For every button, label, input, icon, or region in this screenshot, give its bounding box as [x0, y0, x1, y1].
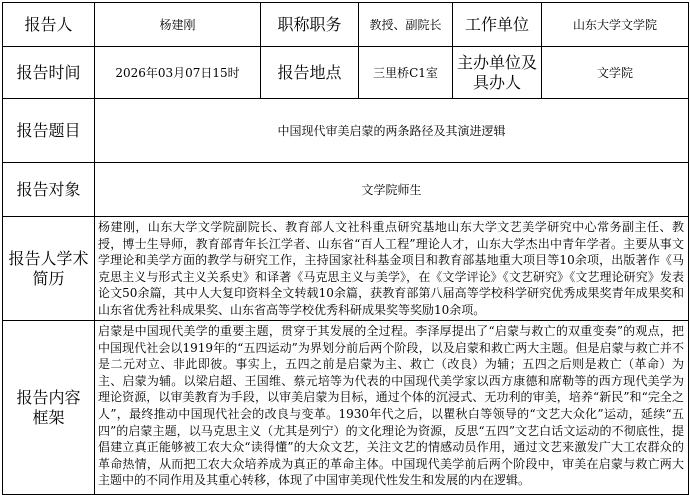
topic-value: 中国现代审美启蒙的两条路径及其演进逻辑	[95, 99, 689, 163]
position-label: 职称职务	[261, 3, 359, 47]
row-audience	[3, 163, 689, 217]
audience-label: 报告对象	[3, 163, 95, 217]
framework-label	[3, 321, 95, 495]
reporter-value: 杨建刚	[95, 3, 261, 47]
framework-label-line1: 报告内容	[16, 387, 81, 407]
bio-label-line2: 简历	[32, 268, 65, 288]
bio-label	[3, 217, 95, 321]
bio-text: 杨建刚，山东大学文学院副院长、教育部人文社科重点研究基地山东大学文艺美学研究中心常务副主任、教授，博士生导师，教育部青年长江学者、山东省“百人工程”理论人才，山东大学杰出中青年学者。主要从事文学理论和美学方面的教学与研究工作，主持国家社科基金项目和教育部基地重大项目等10余项，出版著作《马克思主义与形式主义关系史》和译著《马克思主义与美学》，在《文学评论》《文艺研究》《文艺理论研究》发表论文50余篇，其中人大复印资料全文转载10余篇，获教育部第八届高等学校科学研究优秀成果奖青年成果奖和山东省优秀社科成果奖、山东省高等学校优秀科研成果奖等奖励10余项。	[95, 217, 689, 321]
topic-label: 报告题目	[3, 99, 95, 163]
report-place-label: 报告地点	[261, 47, 359, 99]
row-topic	[3, 99, 689, 163]
row-framework	[3, 321, 689, 495]
row-reporter	[3, 3, 689, 47]
report-info-table	[2, 2, 689, 495]
position-value: 教授、副院长	[359, 3, 453, 47]
organizer-label-line2: 具办人	[472, 72, 521, 92]
framework-label-line2: 框架	[32, 407, 65, 427]
report-time-label: 报告时间	[3, 47, 95, 99]
row-bio	[3, 217, 689, 321]
organizer-label	[453, 47, 542, 99]
organizer-label-line1: 主办单位及	[456, 52, 537, 72]
report-time-value: 2026年03月07日15时	[95, 47, 261, 99]
work-unit-value: 山东大学文学院	[542, 3, 689, 47]
row-time	[3, 47, 689, 99]
organizer-value: 文学院	[542, 47, 689, 99]
bio-label-line1: 报告人学术	[8, 248, 89, 268]
report-place-value: 三里桥C1室	[359, 47, 453, 99]
audience-value: 文学院师生	[95, 163, 689, 217]
framework-text: 启蒙是中国现代美学的重要主题，贯穿于其发展的全过程。李泽厚提出了“启蒙与救亡的双重变奏”的观点，把中国现代社会以1919年的“五四运动”为界划分前后两个阶段，以及启蒙和救亡两大主题。但是启蒙与救亡并不是二元对立、非此即彼。事实上，五四之前是启蒙为主、救亡（改良）为辅；五四之后则是救亡（革命）为主、启蒙为辅。以梁启超、王国维、蔡元培等为代表的中国现代美学家以西方康德和席勒等的西方现代美学为理论资源，以审美教育为手段，以审美启蒙为目标，通过个体的沉浸式、无功利的审美，培养“新民”和“完全之人”，最终推动中国现代社会的改良与变革。1930年代之后，以瞿秋白等领导的“文艺大众化”运动，延续“五四”的启蒙主题，以马克思主义（尤其是列宁）的文化理论为资源，反思“五四”文艺白话文运动的不彻底性，提倡建立真正能够被工农大众“读得懂”的大众文艺，关注文艺的情感动员作用，通过文艺来激发广大工农群众的革命热情，从而把工农大众培养成为真正的革命主体。中国现代美学前后两个阶段中，审美在启蒙与救亡两大主题中的不同作用及其重心转移，体现了中国审美现代性发生和发展的内在逻辑。	[95, 321, 689, 495]
work-unit-label: 工作单位	[453, 3, 542, 47]
reporter-label: 报告人	[3, 3, 95, 47]
